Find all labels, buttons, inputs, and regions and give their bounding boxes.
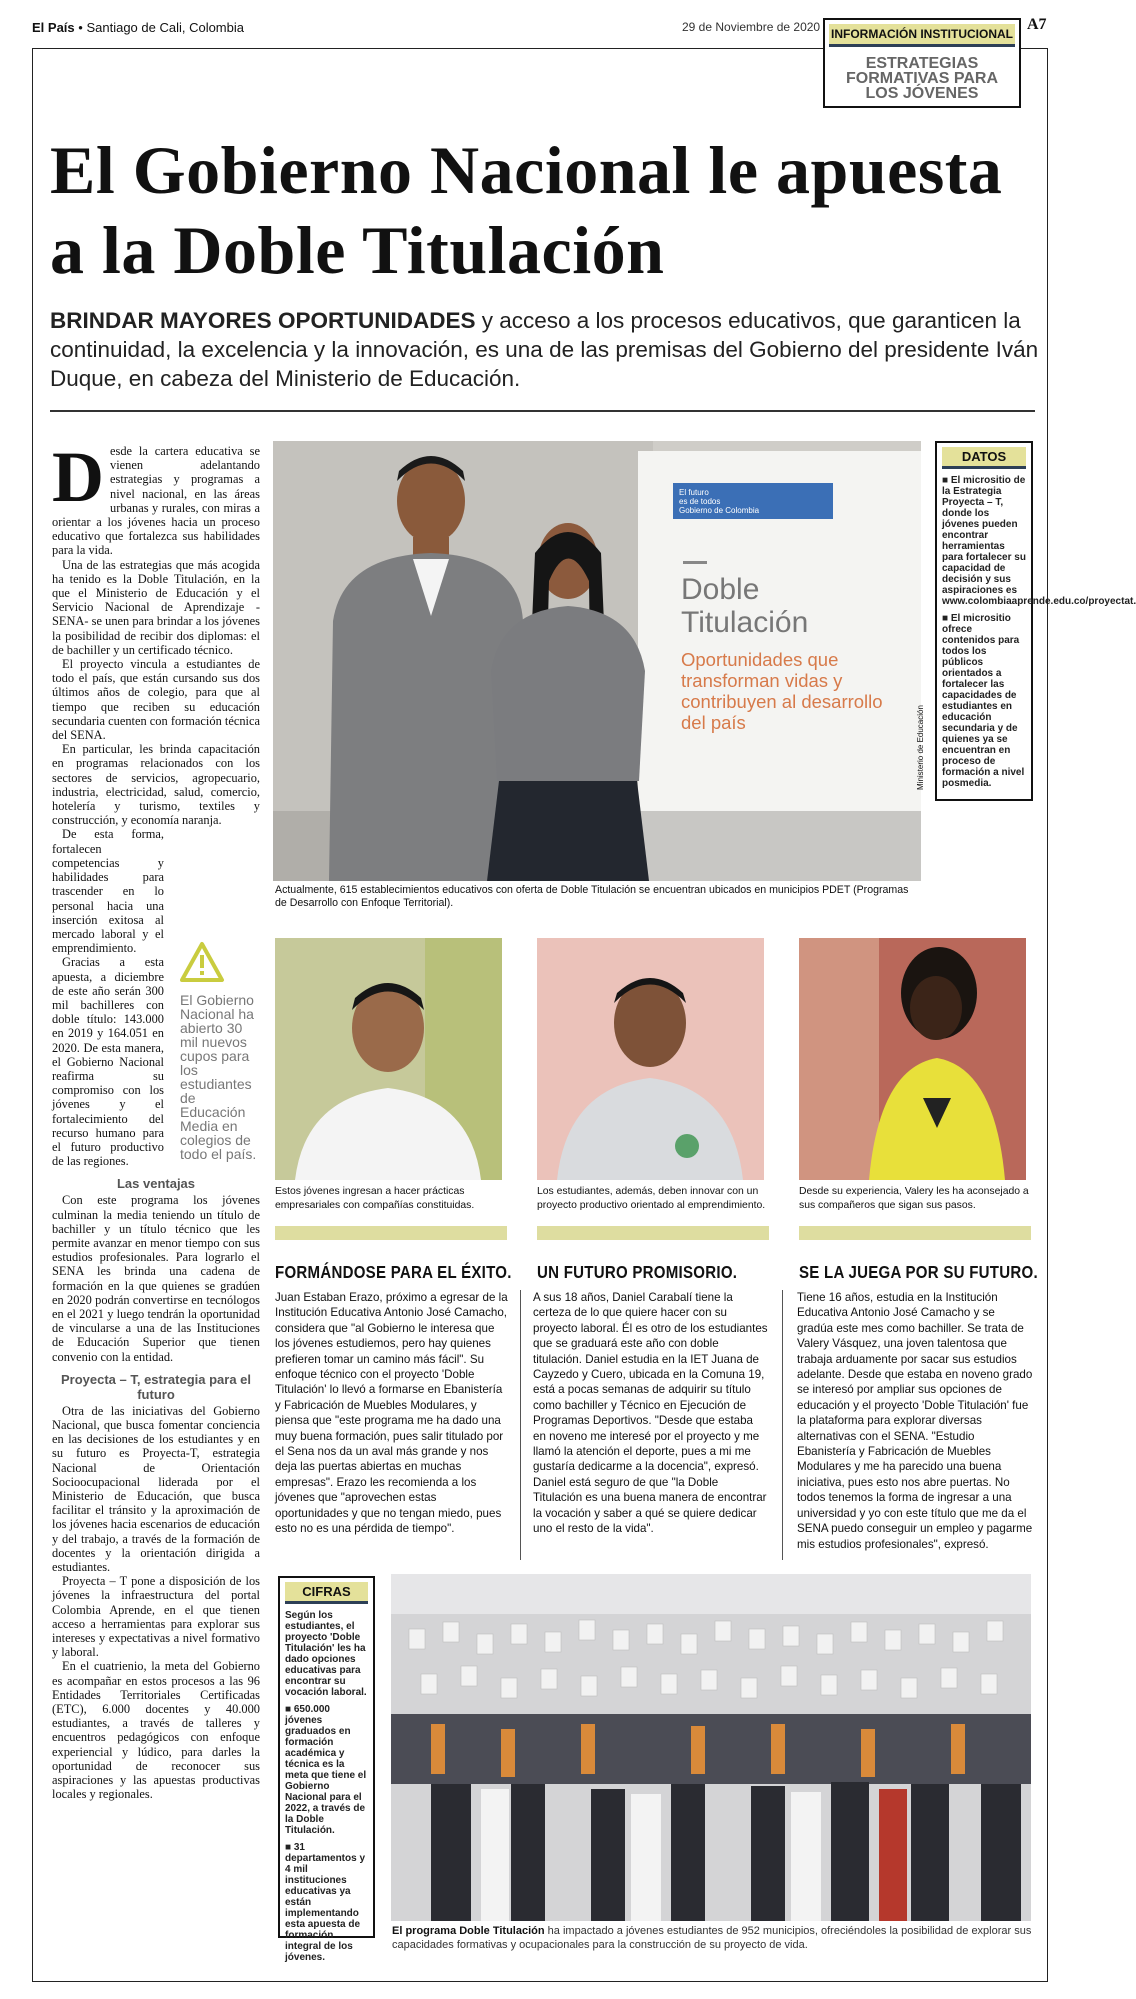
section-label: INFORMACIÓN INSTITUCIONAL: [829, 24, 1015, 47]
banner-logo-line3: Gobierno de Colombia: [679, 506, 760, 515]
deck: [50, 306, 1040, 393]
dropcap: D: [52, 437, 104, 517]
profile-body: Tiene 16 años, estudia en la Institución Educativa Antonio José Camacho y se gradúa este mes como bachiller. Se trata de Valery Vásquez, una joven talentosa que trabaja arduamente por sacar sus estudios adelante. Desde que estaba en noveno grado se interesó por ampliar sus opciones de educación y el proyecto 'Doble Titulación' fue la plataforma para explorar diversas alternativas con el SENA. "Estudio Ebanistería y Fabricación de Muebles Modulares y me ha parecido una buena iniciativa, pues esto nos abre puertas. No todos tenemos la forma de ingresar a una universidad y yo con este título que me da el SENA puedo conseguir un empleo y pagarme mis estudios profesionales", expresó.: [797, 1291, 1033, 1551]
banner-tagline: Oportunidades que transforman vidas y contribuyen al desarrollo del país: [681, 649, 883, 733]
profile-3-illustration: [799, 938, 1026, 1180]
section-title: ESTRATEGIAS FORMATIVAS PARA LOS JÓVENES: [846, 55, 998, 102]
profile-photo-3: [799, 938, 1026, 1180]
cifras-label: CIFRAS: [285, 1582, 368, 1604]
subhead: Proyecta – T, estrategia para el futuro: [60, 1371, 252, 1402]
deck-lead: BRINDAR MAYORES OPORTUNIDADES: [50, 308, 476, 333]
column-divider: [520, 1290, 521, 1560]
group-caption-lead: El programa Doble Titulación: [392, 1925, 545, 1937]
banner-title: Doble Titulación: [681, 573, 809, 639]
datos-item: ■ El micrositio ofrece contenidos para todos los públicos orientados a fortalecer las capacidades de estudiantes en educación secundaria y de quienes ya se encuentran en proceso de formación a nivel posmedia.: [942, 613, 1025, 789]
paragraph: En particular, les brinda capacitación en programas relacionados con los sectores de servicios, agropecuario, industria, electricidad, salud, comercio, hotelería y turismo, textiles y construcción, y economía naranja.: [52, 742, 260, 828]
profile-2-illustration: [537, 938, 764, 1180]
datos-box: [935, 441, 1136, 801]
group-caption-text: ha impactado a jóvenes estudiantes de 952 municipios, ofreciéndoles la posibilidad de explorar sus capacidades formativas y ocupacionales para la construcción de su proyecto de vida.: [392, 1925, 1032, 1951]
datos-item: ■ El micrositio de la Estrategia Proyecta – T, donde los jóvenes pueden encontrar herramientas para fortalecer su capacidad de decisión y sus aspiraciones es www.colombiaaprende.edu.co/proyectat.: [942, 475, 1136, 607]
profile-photo-2: [537, 938, 764, 1180]
profile-body: Juan Estaban Erazo, próximo a egresar de la Institución Educativa Antonio José Camacho, considera que "al Gobierno le interesa que los jóvenes estudiemos, pero hay quienes prefieren tomar un camino más fácil". Su enfoque técnico con el proyecto 'Doble Titulación' lo llevó a formarse en Ebanistería y Fabricación de Muebles Modulares, y piensa que "este programa me ha dado una muy buena formación, pues salir titulado por el Sena nos da un aval más grande y nos deja las puertas abiertas en muchas empresas". Erazo les recomienda a los jóvenes que "aprovechen estas oportunidades y que no tengan miedo, pues esto no es una pérdida de tiempo".: [275, 1291, 508, 1536]
group-photo: [391, 1574, 1031, 1921]
folio: [32, 20, 244, 35]
profile-caption: Los estudiantes, además, deben innovar con un proyecto productivo orientado al emprendimiento.: [537, 1186, 766, 1211]
cifras-box: [278, 1576, 375, 1963]
paragraph: Otra de las iniciativas del Gobierno Nacional, que busca fomentar conciencia en las decisiones de los estudiantes y en su futuro es Proyecta-T, estrategia Nacional de Orientación Socioocupacional liderada por el Ministerio de Educación, que busca facilitar el tránsito y la aproximación de los jóvenes hacia escenarios de educación y del trabajo, a través de la formación de docentes y la orientación dirigida a estudiantes.: [52, 1403, 260, 1575]
profile-heading: UN FUTURO PROMISORIO.: [537, 1262, 738, 1282]
cifras-item: Según los estudiantes, el proyecto 'Doble Titulación' les ha dado opciones educativas para encontrar su vocación laboral.: [285, 1610, 367, 1698]
profile-body: A sus 18 años, Daniel Carabalí tiene la certeza de lo que quiere hacer con su proyecto laboral. Él es otro de los estudiantes que se graduará este año con doble titulación. Daniel estudia en la IET Juana de Cayzedo y Cuero, ubicada en la Comuna 19, está a pocas semanas de adquirir su título como bachiller y Técnico en Ejecución de Programas Deportivos. "Desde que estaba en noveno me interesé por el proyecto y me llamó la atención el deporte, pues a mi me gustaría dedicarme a la docencia", expresó. Daniel está seguro de que "la Doble Titulación es una buena manera de encontrar la vocación y saber a qué se quiere dedicar uno el resto de la vida".: [533, 1291, 768, 1536]
banner-logo-line1: El futuro: [679, 488, 709, 497]
profile-1-illustration: [275, 938, 502, 1180]
folio-separator: •: [78, 20, 83, 35]
newspaper-name: El País: [32, 20, 75, 35]
profile-photo-1: [275, 938, 502, 1180]
main-photo-caption: Actualmente, 615 establecimientos educativos con oferta de Doble Titulación se encuentran ubicados en municipios PDET (Programas de Desarrollo con Enfoque Territorial).: [275, 884, 909, 909]
accent-bar: [275, 1226, 507, 1240]
section-box: [823, 18, 1021, 108]
graduation-crowd-illustration: [391, 1574, 1031, 1921]
cifras-item: ■ 650.000 jóvenes graduados en formación académica y técnica es la meta que tiene el Gobierno Nacional para el 2022, a través de la Doble Titulación.: [285, 1704, 367, 1836]
datos-label: DATOS: [942, 447, 1026, 469]
paragraph: Gracias a esta apuesta, a diciembre de este año serán 300 mil bachilleres con doble título: 143.000 en 2019 y 164.051 en 2020. De esta manera, el Gobierno Nacional reafirma su compromiso con los jóvenes y el fortalecimiento del recurso humano para el futuro productivo de las regiones.: [52, 955, 164, 1169]
profile-caption: Estos jóvenes ingresan a hacer prácticas empresariales con compañías constituidas.: [275, 1186, 475, 1211]
profile-heading: FORMÁNDOSE PARA EL ÉXITO.: [275, 1262, 512, 1282]
subhead: Las ventajas: [116, 1176, 196, 1192]
paragraph: Con este programa los jóvenes culminan la media teniendo un título de bachiller y un título técnico que les permite avanzar en menor tiempo con sus estudios profesionales. Para lograrlo el SENA les brinda una cadena de formación en la que quienes se gradúen en 2020 podrán convertirse en tecnólogos en el 2021 y luego tendrán la oportunidad de vincularse a una de las Instituciones de Educación Superior que tienen convenio con la entidad.: [52, 1193, 260, 1364]
page-number: A7: [1027, 16, 1047, 33]
folio-city: Santiago de Cali, Colombia: [86, 20, 244, 35]
accent-bar: [537, 1226, 769, 1240]
callout-text: El Gobierno Nacional ha abierto 30 mil nuevos cupos para los estudiantes de Educación Media en colegios de todo el país.: [180, 992, 257, 1162]
accent-bar: [799, 1226, 1031, 1240]
column-divider: [782, 1290, 783, 1560]
banner-dash: [683, 561, 707, 564]
paragraph: esde la cartera educativa se vienen adelantando estrategias y programas a nivel nacional, en las áreas urbanas y rurales, con miras a orientar a los jóvenes hacia un proceso educativo que fortalezca sus habilidades para la vida.: [52, 444, 260, 558]
banner-logo-line2: es de todos: [679, 497, 721, 506]
headline: El Gobierno Nacional le apuesta a la Doble Titulación: [50, 132, 1003, 288]
profile-caption: Desde su experiencia, Valery les ha aconsejado a sus compañeros que sigan sus pasos.: [799, 1186, 1029, 1211]
group-photo-caption: [392, 1924, 1032, 1952]
cifras-item: ■ 31 departamentos y 4 mil instituciones educativas ya están implementando esta apuesta de formación integral de los jóvenes.: [285, 1842, 366, 1963]
main-photo: [273, 441, 921, 881]
deck-text: y acceso a los procesos educativos, que garanticen la continuidad, la excelencia y la innovación, es una de las premisas del Gobierno del presidente Iván Duque, en cabeza del Ministerio de Educación.: [50, 308, 1039, 391]
paragraph: Una de las estrategias que más acogida ha tenido es la Doble Titulación, en la que el Ministerio de Educación y el Servicio Nacional de Aprendizaje -SENA- se unen para brindar a los jóvenes la posibilidad de recibir dos diplomas: el de bachiller y un certificado técnico.: [52, 557, 260, 657]
paragraph: El proyecto vincula a estudiantes de todo el país, que están cursando sus dos últimos años de colegio, para que al tiempo que reciben su educación secundaria cuenten con formación técnica del SENA.: [52, 657, 260, 743]
paragraph: En el cuatrienio, la meta del Gobierno es acompañar en estos procesos a las 96 Entidades Territoriales Certificadas (ETC), 6.000 docentes y 40.000 estudiantes, a través de talleres y encuentros pedagógicos con enfoque experiencial y lúdico, para darles la oportunidad de reconocer sus aspiraciones y las apuestas productivas locales y regionales.: [52, 1659, 260, 1802]
paragraph: De esta forma, fortalecen competencias y habilidades para trascender en lo personal hacia una inserción exitosa al mercado laboral y el emprendimiento.: [52, 827, 164, 956]
divider: [50, 410, 1035, 412]
folio-date: 29 de Noviembre de 2020: [682, 20, 821, 34]
photo-credit: Ministerio de Educación: [916, 705, 925, 790]
callout: [180, 942, 262, 1161]
profile-heading: SE LA JUEGA POR SU FUTURO.: [799, 1262, 1038, 1282]
warning-icon: [180, 942, 224, 982]
banner-logo: [673, 488, 833, 515]
paragraph: Proyecta – T pone a disposición de los jóvenes la infraestructura del portal Colombia Aprende, en el que tienen acceso a herramientas para explorar sus intereses y expectativas a nivel formativo y laboral.: [52, 1574, 260, 1660]
